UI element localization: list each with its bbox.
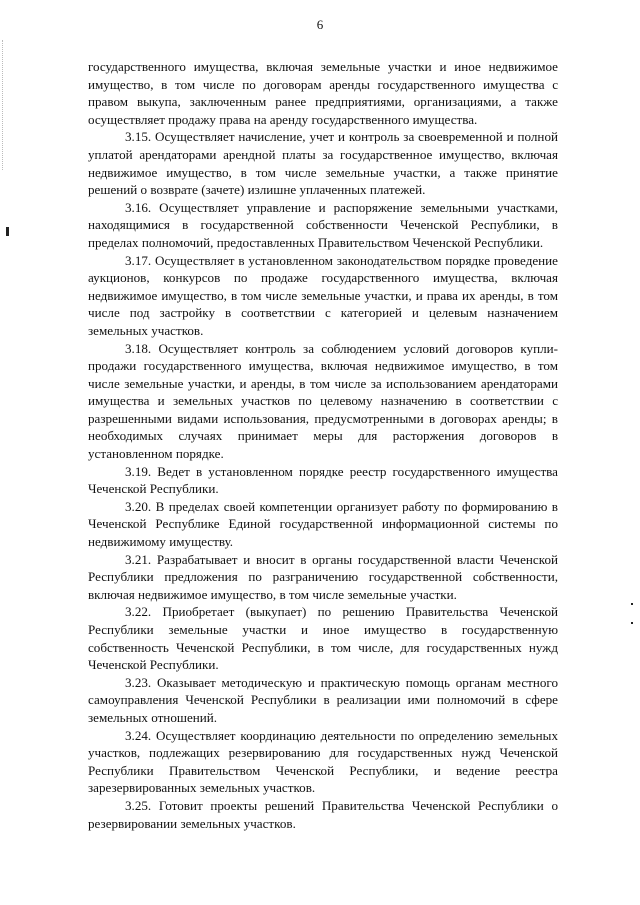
paragraph-3-18: 3.18. Осуществляет контроль за соблюдением условий договоров купли-продажи государственного имущества, включая недвижимое имущество, в том числе земельные участки, и аренды, в том числе за использованием арендаторами имущества и земельных участков по целевому назначению в соответствии с разрешенными видами использования, предусмотренными в договорах аренды; в необходимых случаях принимает меры для расторжения договоров в установленном порядке. — [88, 340, 558, 462]
document-body — [88, 58, 558, 832]
left-margin-mark — [6, 227, 9, 236]
right-margin-mark — [631, 603, 633, 605]
paragraph-3-23: 3.23. Оказывает методическую и практическую помощь органам местного самоуправления Чеченской Республики в реализации ими полномочий в сфере земельных отношений. — [88, 674, 558, 725]
paragraph-3-25: 3.25. Готовит проекты решений Правительства Чеченской Республики о резервировании земельных участков. — [88, 797, 558, 831]
paragraph-3-15: 3.15. Осуществляет начисление, учет и контроль за своевременной и полной уплатой арендаторами арендной платы за государственное имущество, включая недвижимое имущество, в том числе земельные участки, а также принятие решений о возврате (зачете) излишне уплаченных платежей. — [88, 129, 558, 198]
paragraph-3-20: 3.20. В пределах своей компетенции организует работу по формированию в Чеченской Республике Единой государственной информационной системы по недвижимому имуществу. — [88, 498, 558, 550]
paragraph-continuation: государственного имущества, включая земельные участки и иное недвижимое имущество, в том числе по договорам аренды государственного имущества с правом выкупа, заключенным ранее предприятиями, организациями, а также осуществляет продажу права на аренду государственного имущества. — [88, 59, 558, 127]
page-number: 6 — [316, 17, 324, 32]
paragraph-3-22: 3.22. Приобретает (выкупает) по решению Правительства Чеченской Республики земельные участки и иное имущество в государственную собственность Чеченской Республики, в том числе, для государственных нужд Чеченской Республики. — [88, 604, 558, 673]
right-margin-mark — [631, 622, 633, 624]
paragraph-3-24: 3.24. Осуществляет координацию деятельности по определению земельных участков, подлежащих резервированию для государственных нужд Чеченской Республики Правительством Чеченской Республики, и ведение реестра зарезервированных земельных участков. — [88, 727, 558, 796]
binding-edge-mark — [2, 40, 6, 170]
paragraph-3-16: 3.16. Осуществляет управление и распоряжение земельными участками, находящимися в государственной собственности Чеченской Республики, в пределах полномочий, предоставленных Правительством Чеченской Республики. — [88, 199, 558, 250]
paragraph-3-19: 3.19. Ведет в установленном порядке реестр государственного имущества Чеченской Республики. — [88, 463, 558, 497]
paragraph-3-21: 3.21. Разрабатывает и вносит в органы государственной власти Чеченской Республики предложения по разграничению государственной собственности, включая недвижимое имущество, в том числе земельные участки. — [88, 551, 558, 602]
paragraph-3-17: 3.17. Осуществляет в установленном законодательством порядке проведение аукционов, конкурсов по продаже государственного имущества, включая недвижимое имущество, в том числе земельные участки, и права их аренды, в том числе под застройку в соответствии с категорией и целевым назначением земельных участков. — [88, 252, 558, 338]
